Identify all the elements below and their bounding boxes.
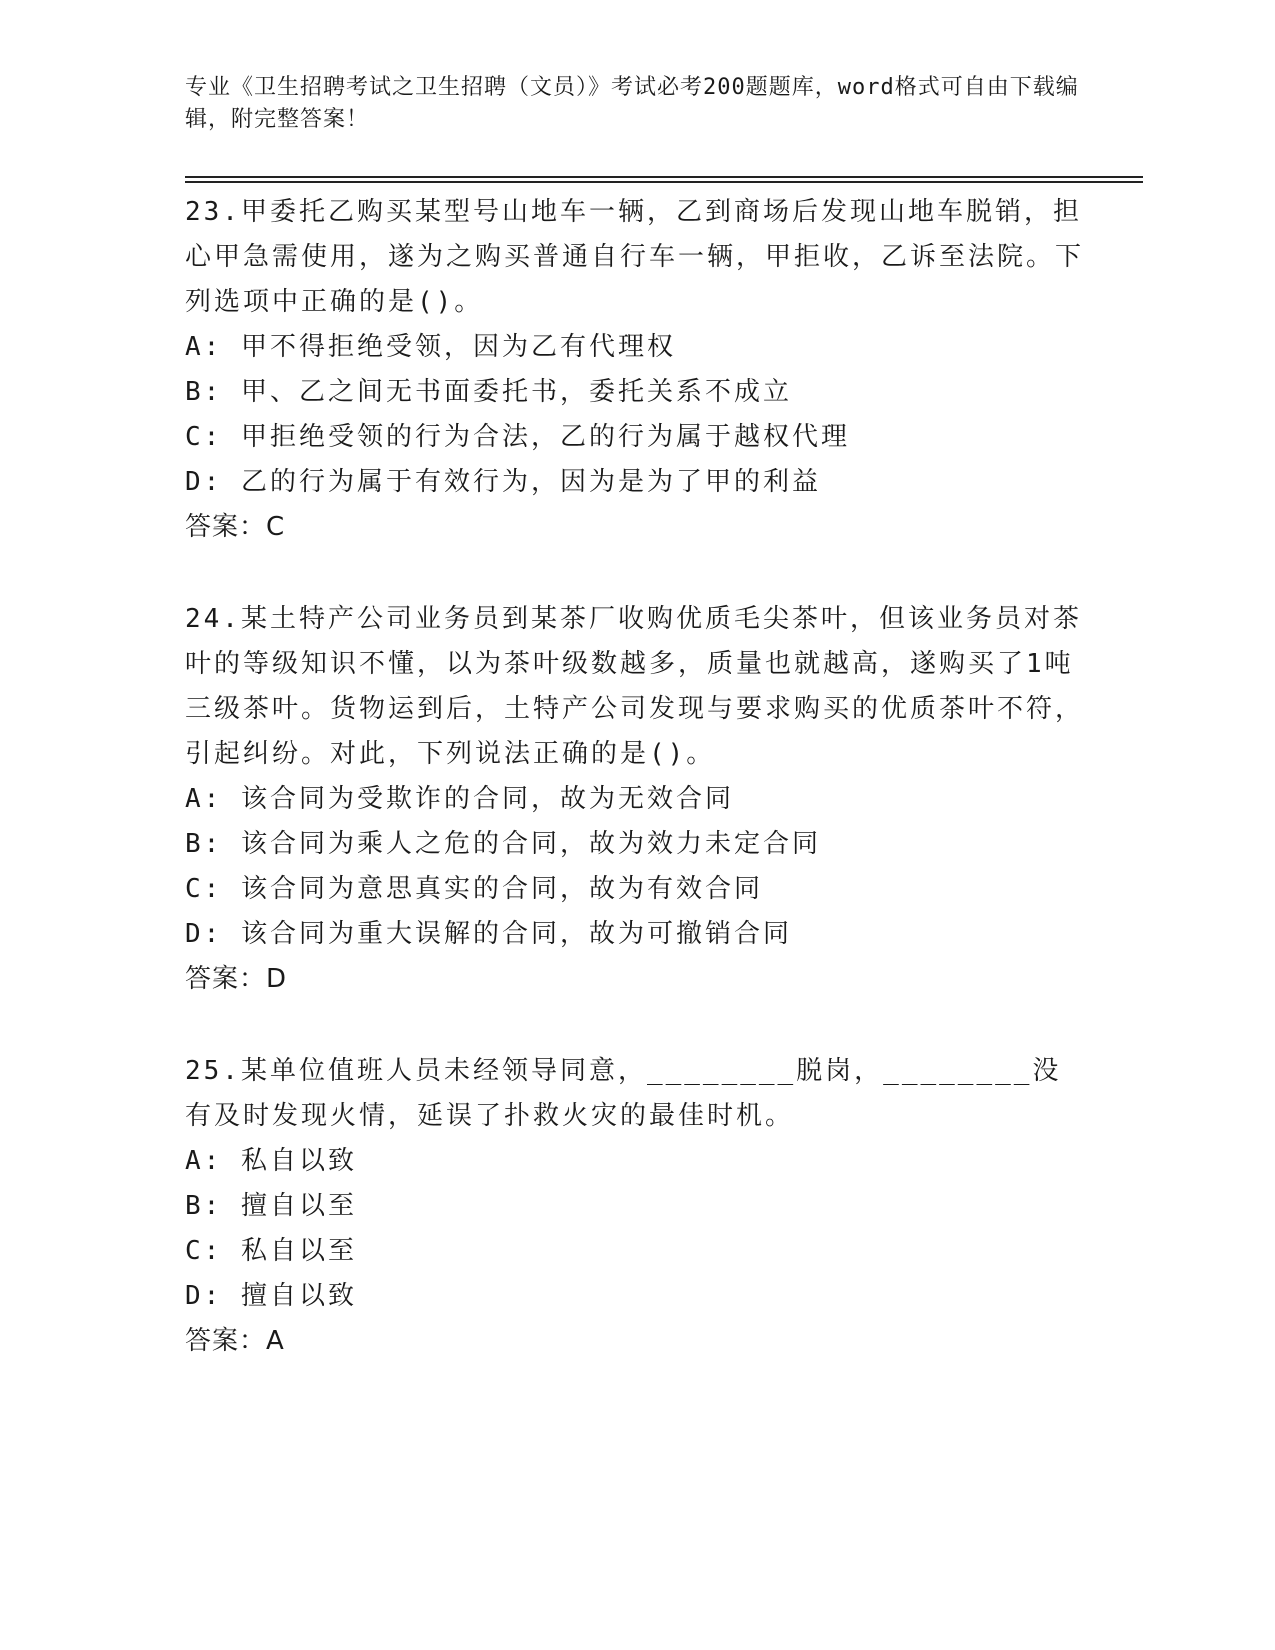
question-text: 25.某单位值班人员未经领导同意，________脱岗，________没有及时发现火情，延误了扑救火灾的最佳时机。	[185, 1056, 1062, 1131]
question-23	[185, 190, 1085, 550]
option-a: A: 私自以致	[185, 1146, 357, 1176]
question-list	[185, 190, 1085, 1411]
option-d: D: 擅自以致	[185, 1281, 357, 1311]
option-b: B: 该合同为乘人之危的合同，故为效力未定合同	[185, 829, 821, 859]
option-d: D: 该合同为重大误解的合同，故为可撤销合同	[185, 919, 792, 949]
option-a: A: 该合同为受欺诈的合同，故为无效合同	[185, 784, 734, 814]
header-divider-bottom	[185, 181, 1143, 183]
question-25	[185, 1049, 1085, 1364]
option-d: D: 乙的行为属于有效行为，因为是为了甲的利益	[185, 467, 821, 497]
header-divider-top	[185, 176, 1143, 178]
option-a: A: 甲不得拒绝受领，因为乙有代理权	[185, 332, 676, 362]
option-c: C: 甲拒绝受领的行为合法，乙的行为属于越权代理	[185, 422, 850, 452]
option-b: B: 擅自以至	[185, 1191, 357, 1221]
question-24	[185, 597, 1085, 1002]
answer: 答案：D	[185, 964, 288, 994]
option-c: C: 该合同为意思真实的合同，故为有效合同	[185, 874, 763, 904]
answer: 答案：A	[185, 1326, 285, 1356]
option-b: B: 甲、乙之间无书面委托书，委托关系不成立	[185, 377, 792, 407]
document-header: 专业《卫生招聘考试之卫生招聘（文员）》考试必考200题题库，word格式可自由下载编辑，附完整答案！	[185, 75, 1079, 132]
answer: 答案：C	[185, 512, 286, 542]
question-text: 24.某土特产公司业务员到某茶厂收购优质毛尖茶叶，但该业务员对茶叶的等级知识不懂，以为茶叶级数越多，质量也就越高，遂购买了1吨三级茶叶。货物运到后，土特产公司发现与要求购买的优质茶叶不符，引起纠纷。对此，下列说法正确的是()。	[185, 604, 1085, 769]
question-text: 23.甲委托乙购买某型号山地车一辆，乙到商场后发现山地车脱销，担心甲急需使用，遂为之购买普通自行车一辆，甲拒收，乙诉至法院。下列选项中正确的是()。	[185, 197, 1085, 317]
option-c: C: 私自以至	[185, 1236, 357, 1266]
